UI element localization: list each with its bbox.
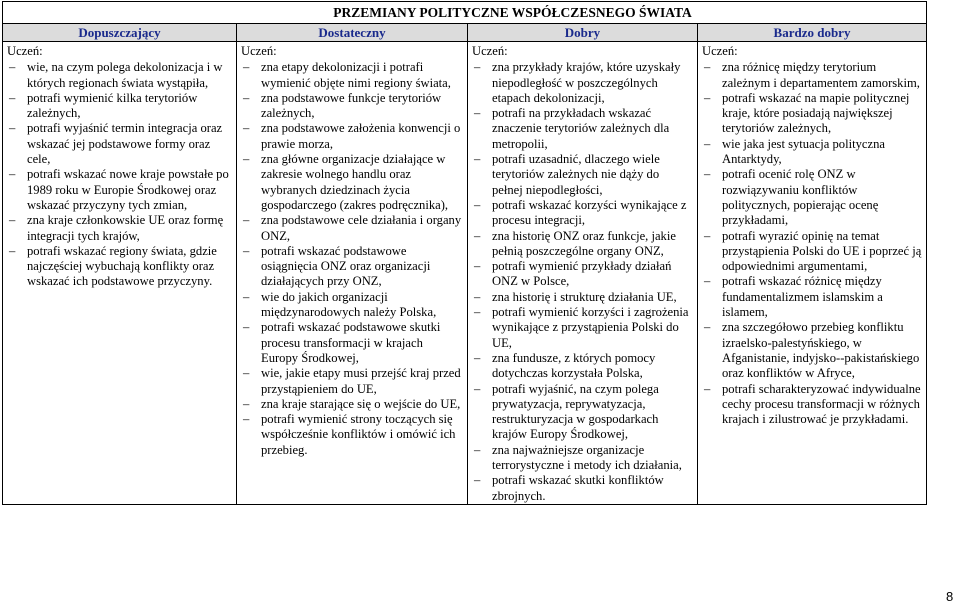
list-item — [241, 60, 463, 91]
dash-bullet-icon: – — [243, 152, 250, 167]
list-item-text: wie jaka jest sytuacja polityczna Antarktydy, — [722, 136, 885, 167]
dash-bullet-icon: – — [243, 289, 250, 304]
dash-bullet-icon: – — [704, 90, 711, 105]
column-2 — [237, 42, 468, 505]
list-item — [241, 244, 463, 290]
dash-bullet-icon: – — [474, 381, 481, 396]
list-item — [7, 60, 232, 91]
dash-bullet-icon: – — [9, 90, 16, 105]
dash-bullet-icon: – — [243, 60, 250, 75]
list-item-text: zna historię ONZ oraz funkcje, jakie pełnią poszczególne organy ONZ, — [492, 228, 676, 258]
list-item — [472, 60, 693, 106]
dash-bullet-icon: – — [704, 320, 711, 335]
list-item-text: potrafi uzasadnić, dlaczego wiele terytoriów zależnych nie dąży do pełnej niepodległości, — [492, 152, 660, 197]
dash-bullet-icon: – — [9, 60, 16, 75]
dash-bullet-icon: – — [704, 381, 711, 396]
list-item-text: potrafi wyjaśnić termin integracja oraz wskazać jej podstawowe formy oraz cele, — [27, 121, 223, 167]
list-item — [472, 152, 693, 198]
dash-bullet-icon: – — [9, 243, 16, 258]
list-item-text: potrafi wskazać na mapie politycznej kraje, które posiadają największej terytoriów zależnych, — [722, 90, 910, 136]
list-item-text: zna etapy dekolonizacji i potrafi wymienić objęte nimi regiony świata, — [261, 60, 451, 90]
list-item — [241, 121, 463, 152]
dash-bullet-icon: – — [243, 90, 250, 105]
list-item — [7, 167, 232, 213]
list-item — [7, 91, 232, 122]
list-item-text: potrafi wskazać regiony świata, gdzie najczęściej wybuchają konflikty oraz wskazać ich podstawowe przyczyny. — [27, 243, 217, 289]
grade-header-4: Bardzo dobry — [698, 24, 927, 42]
list-item — [472, 106, 693, 152]
list-item-text: zna różnicę między terytorium zależnym i departamentem zamorskim, — [722, 60, 920, 90]
list-item-text: potrafi wymienić kilka terytoriów zależnych, — [27, 90, 198, 121]
list-item-text: potrafi wskazać podstawowe skutki procesu transformacji w krajach Europy Środkowej, — [261, 320, 441, 365]
list-item — [472, 198, 693, 229]
list-item-text: potrafi wymienić strony toczących się współcześnie konfliktów i omówić ich przebieg. — [261, 412, 456, 457]
dash-bullet-icon: – — [474, 442, 481, 457]
list-item — [241, 290, 463, 321]
list-item — [7, 213, 232, 244]
list-item — [241, 412, 463, 458]
list-item-text: wie, na czym polega dekolonizacja i w których regionach świata wystąpiła, — [27, 60, 223, 90]
list-item — [472, 382, 693, 443]
list-item-text: potrafi wyjaśnić, na czym polega prywatyzacja, reprywatyzacja, restrukturyzacja w gospodarkach krajów Europy Środkowej, — [492, 381, 659, 442]
dash-bullet-icon: – — [243, 320, 250, 335]
table-title: PRZEMIANY POLITYCZNE WSPÓŁCZESNEGO ŚWIATA — [3, 2, 927, 24]
column-1 — [3, 42, 237, 505]
list-item — [241, 320, 463, 366]
dash-bullet-icon: – — [474, 305, 481, 320]
list-item-text: potrafi wyrazić opinię na temat przystąpienia Polski do UE i poprzeć ją odpowiednimi argumentami, — [722, 228, 922, 274]
criteria-table — [2, 1, 927, 505]
list-item — [241, 213, 463, 244]
criteria-list — [7, 60, 232, 289]
list-item-text: potrafi wskazać różnicę między fundamentalizmem islamskim a islamem, — [722, 274, 883, 320]
list-item-text: zna główne organizacje działające w zakresie wolnego handlu oraz wybranych dziedzinach życia gospodarczego (zakres podręcznika), — [261, 152, 449, 212]
column-4 — [698, 42, 927, 505]
list-item-text: potrafi scharakteryzować indywidualne cechy procesu transformacji w różnych krajach i zilustrować je przykładami. — [722, 381, 921, 427]
list-item — [702, 167, 922, 228]
dash-bullet-icon: – — [9, 213, 16, 228]
list-item — [7, 121, 232, 167]
list-item-text: potrafi na przykładach wskazać znaczenie terytoriów zależnych dla metropolii, — [492, 106, 670, 151]
dash-bullet-icon: – — [474, 152, 481, 167]
dash-bullet-icon: – — [243, 366, 250, 381]
list-item-text: potrafi wskazać korzyści wynikające z procesu integracji, — [492, 197, 687, 228]
list-item — [7, 244, 232, 290]
list-item-text: potrafi wskazać podstawowe osiągnięcia ONZ oraz organizacji działających przy ONZ, — [261, 243, 431, 289]
dash-bullet-icon: – — [474, 259, 481, 274]
list-item — [702, 320, 922, 381]
criteria-list — [702, 60, 922, 427]
column-intro: Uczeń: — [702, 44, 738, 58]
dash-bullet-icon: – — [474, 106, 481, 121]
list-item-text: potrafi ocenić rolę ONZ w rozwiązywaniu konfliktów politycznych, popierając ocenę przykładami, — [722, 167, 879, 228]
list-item-text: potrafi wymienić przykłady działań ONZ w Polsce, — [492, 259, 672, 289]
dash-bullet-icon: – — [474, 350, 481, 365]
list-item-text: zna kraje członkowskie UE oraz formę integracji tych krajów, — [27, 213, 224, 243]
grade-header-3: Dobry — [468, 24, 698, 42]
page-number: 8 — [946, 589, 954, 604]
list-item-text: zna podstawowe funkcje terytoriów zależnych, — [261, 90, 442, 121]
dash-bullet-icon: – — [704, 274, 711, 289]
list-item-text: zna historię i strukturę działania UE, — [492, 289, 677, 304]
criteria-list — [241, 60, 463, 458]
list-item-text: zna najważniejsze organizacje terrorystyczne i metody ich działania, — [492, 442, 682, 473]
list-item — [241, 397, 463, 412]
column-intro: Uczeń: — [472, 44, 508, 58]
list-item-text: zna podstawowe założenia konwencji o prawie morza, — [261, 121, 461, 151]
list-item — [702, 91, 922, 137]
list-item — [472, 229, 693, 260]
column-3 — [468, 42, 698, 505]
list-item-text: zna przykłady krajów, które uzyskały niepodległość w poszczególnych etapach dekolonizacji, — [492, 60, 681, 105]
dash-bullet-icon: – — [474, 228, 481, 243]
dash-bullet-icon: – — [243, 243, 250, 258]
list-item — [472, 473, 693, 504]
grade-header-2: Dostateczny — [237, 24, 468, 42]
criteria-row — [3, 42, 927, 505]
list-item — [702, 60, 922, 91]
list-item-text: zna fundusze, z których pomocy dotychczas korzystała Polska, — [492, 350, 656, 381]
grade-header-1: Dopuszczający — [3, 24, 237, 42]
list-item-text: potrafi wskazać nowe kraje powstałe po 1989 roku w Europie Środkowej oraz wskazać przyczyny tych zmian, — [27, 167, 229, 212]
list-item — [241, 152, 463, 213]
list-item — [702, 229, 922, 275]
list-item — [241, 91, 463, 122]
list-item — [702, 382, 922, 428]
list-item-text: wie do jakich organizacji międzynarodowych należy Polska, — [261, 289, 437, 320]
list-item — [472, 351, 693, 382]
dash-bullet-icon: – — [474, 473, 481, 488]
dash-bullet-icon: – — [704, 167, 711, 182]
dash-bullet-icon: – — [704, 60, 711, 75]
list-item — [472, 259, 693, 290]
dash-bullet-icon: – — [474, 60, 481, 75]
dash-bullet-icon: – — [474, 197, 481, 212]
list-item-text: potrafi wskazać skutki konfliktów zbrojnych. — [492, 473, 664, 503]
list-item — [702, 274, 922, 320]
dash-bullet-icon: – — [704, 136, 711, 151]
list-item — [472, 305, 693, 351]
dash-bullet-icon: – — [704, 228, 711, 243]
criteria-list — [472, 60, 693, 504]
dash-bullet-icon: – — [243, 412, 250, 427]
column-intro: Uczeń: — [7, 44, 43, 58]
dash-bullet-icon: – — [243, 396, 250, 411]
list-item-text: zna kraje starające się o wejście do UE, — [261, 396, 461, 411]
list-item-text: zna szczegółowo przebieg konfliktu izraelsko-palestyńskiego, w Afganistanie, indyjsko--pakistańskiego oraz konfliktów w Afryce, — [722, 320, 920, 381]
criteria-document — [2, 1, 926, 505]
list-item-text: zna podstawowe cele działania i organy ONZ, — [261, 213, 462, 243]
dash-bullet-icon: – — [243, 121, 250, 136]
list-item — [702, 137, 922, 168]
dash-bullet-icon: – — [474, 289, 481, 304]
column-intro: Uczeń: — [241, 44, 277, 58]
grade-header-row — [3, 24, 927, 42]
dash-bullet-icon: – — [9, 167, 16, 182]
list-item — [472, 443, 693, 474]
list-item-text: potrafi wymienić korzyści i zagrożenia wynikające z przystąpienia Polski do UE, — [492, 305, 689, 350]
dash-bullet-icon: – — [243, 213, 250, 228]
list-item — [241, 366, 463, 397]
dash-bullet-icon: – — [9, 121, 16, 136]
list-item — [472, 290, 693, 305]
list-item-text: wie, jakie etapy musi przejść kraj przed przystąpieniem do UE, — [261, 366, 461, 396]
